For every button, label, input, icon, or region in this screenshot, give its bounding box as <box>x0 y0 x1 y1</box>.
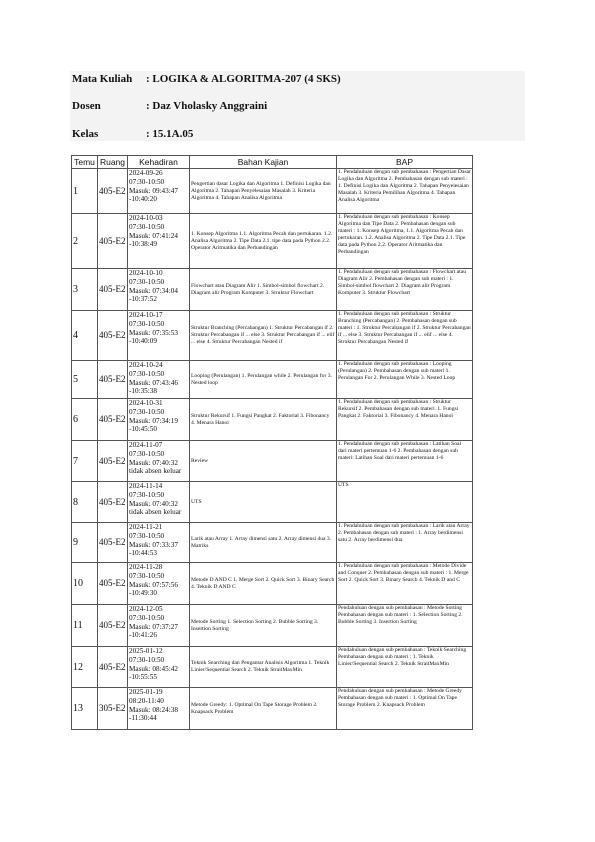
course-value: : LOGIKA & ALGORITMA-207 (4 SKS) <box>146 73 341 85</box>
meeting-number: 2 <box>72 214 98 269</box>
room-cell: 405-E2 <box>98 214 128 269</box>
meeting-number: 6 <box>72 399 98 441</box>
study-material-cell: Struktur Rekursif 1. Fungsi Pangkat 2. Faktorial 3. Fibonancy 4. Menara Hanoi <box>190 399 337 441</box>
class-label: Kelas <box>72 128 99 140</box>
room-cell: 405-E2 <box>98 605 128 647</box>
attendance-checkout: -10:38:49 <box>129 240 157 249</box>
attendance-date: 2024-10-10 <box>129 269 163 277</box>
attendance-cell <box>128 647 190 688</box>
meeting-number: 9 <box>72 523 98 563</box>
meeting-number: 10 <box>72 563 98 605</box>
study-material-cell: Metode D AND C 1. Merge Sort 2. Quick Sort 3. Binary Search 4. Teknik D AND C <box>190 563 337 605</box>
attendance-time: 07:30-10:50 <box>129 369 165 378</box>
study-material-cell: Larik atau Array 1. Array dimensi satu 2. Array dimensi dua 3. Matriks <box>190 523 337 563</box>
attendance-time: 07:30-10:50 <box>129 407 165 416</box>
study-material-cell: Review <box>190 441 337 482</box>
table-row <box>72 523 473 563</box>
bap-cell: 1. Pendahuluan dengan sub pembahasan : Looping (Perulangan) 2. Pembahasan dengan sub materi 1. Perulangan For 2. Perulangan While 3. Nested Loop <box>337 361 473 399</box>
bap-cell: Pendahuluan dengan sub pembahasan : Metode Sorting Pembahasan dengan sub materi : 1. Selection Sorting 2. Bubble Sorting 3. Insertion Sorting <box>337 605 473 647</box>
attendance-date: 2025-01-12 <box>129 647 163 655</box>
attendance-time: 07:30-10:50 <box>129 490 165 499</box>
attendance-cell <box>128 214 190 269</box>
meeting-number: 1 <box>72 169 98 214</box>
room-cell: 405-E2 <box>98 311 128 361</box>
study-material-cell: Teknik Searching dan Pengantar Analisis Algoritma 1. Teknik Linier/Sequential Search 2. Teknik StraitMaxMin <box>190 647 337 688</box>
attendance-cell <box>128 269 190 311</box>
attendance-date: 2024-11-21 <box>129 523 163 531</box>
attendance-checkout: tidak absen keluar <box>129 508 182 517</box>
attendance-time: 07:30-10:50 <box>129 277 165 286</box>
attendance-table <box>71 155 473 730</box>
attendance-checkout: -10:49:30 <box>129 589 157 598</box>
attendance-date: 2024-10-24 <box>129 361 163 369</box>
attendance-cell <box>128 523 190 563</box>
attendance-cell <box>128 399 190 441</box>
lecturer-value: : Daz Vholasky Anggraini <box>146 100 268 112</box>
table-row <box>72 605 473 647</box>
room-cell: 405-E2 <box>98 361 128 399</box>
study-material-cell: Metode Sorting 1. Selection Sorting 2. Bubble Sorting 3. Insertion Sorting <box>190 605 337 647</box>
attendance-cell <box>128 688 190 730</box>
attendance-time: 07:30-10:50 <box>129 571 165 580</box>
attendance-date: 2024-09-26 <box>129 169 163 177</box>
meeting-number: 3 <box>72 269 98 311</box>
meeting-number: 5 <box>72 361 98 399</box>
study-material-cell: Looping (Perulangan) 1. Perulangan while 2. Perulangan for 3. Nested loop <box>190 361 337 399</box>
table-row <box>72 399 473 441</box>
attendance-checkout: -10:55:55 <box>129 673 157 682</box>
attendance-checkin: Masuk: 07:37:27 <box>129 622 178 631</box>
attendance-time: 07:30-10:50 <box>129 531 165 540</box>
attendance-checkin: Masuk: 07:41:24 <box>129 231 178 240</box>
table-row <box>72 311 473 361</box>
attendance-date: 2024-11-07 <box>129 441 163 449</box>
attendance-checkin: Masuk: 08:45:42 <box>129 664 178 673</box>
meeting-number: 11 <box>72 605 98 647</box>
room-cell: 405-E2 <box>98 482 128 523</box>
study-material-cell: Struktur Branching (Percabangan) 1. Struktur Percabangan if 2. Struktur Percabangan if ... else 3. Struktur Percabangan if ... elif ... else 4. Struktur Percabangan Nested if <box>190 311 337 361</box>
attendance-checkin: Masuk: 09:43:47 <box>129 186 178 195</box>
attendance-date: 2024-12-05 <box>129 605 163 613</box>
table-row <box>72 169 473 214</box>
attendance-time: 07:30-10:50 <box>129 222 165 231</box>
attendance-checkout: -10:40:20 <box>129 195 157 204</box>
attendance-cell <box>128 311 190 361</box>
bap-cell: 1. Pendahuluan dengan sub pembahasan : Flowchart atau Diagram Alir 2. Pembahasan dengan sub materi : 1. Simbol-simbol flowchart 2. Diagram alir Program Komputer 3. Struktur Flowchart <box>337 269 473 311</box>
bap-cell: 1. Pendahuluan dengan sub pembahasan : Konsep Algoritma dan Tipe Data 2. Pembahasan dengan sub materi : 1. Konsep Algoritma, 1.1. Algoritma Pecah dan pertukaran. 1.2. Analisa Algoritma 2. Tipe Data 2.1. Tipe data pada Python 2.2. Operator Aritmatika dan Perbandingan <box>337 214 473 269</box>
meeting-number: 13 <box>72 688 98 730</box>
attendance-checkout: -10:41:26 <box>129 631 157 640</box>
class-value: : 15.1A.05 <box>146 128 194 140</box>
table-row <box>72 269 473 311</box>
attendance-checkout: tidak absen keluar <box>129 467 182 476</box>
bap-cell: 1. Pendahuluan dengan sub pembahasan : Larik atau Array 2. Pembahasan dengan sub materi : 1. Array berdimensi satu 2. Array berdimensi dua <box>337 523 473 563</box>
room-cell: 305-E2 <box>98 688 128 730</box>
attendance-date: 2024-10-17 <box>129 311 163 319</box>
attendance-date: 2024-11-14 <box>129 482 163 490</box>
attendance-checkout: -10:35:38 <box>129 387 157 396</box>
table-row <box>72 482 473 523</box>
room-cell: 405-E2 <box>98 523 128 563</box>
attendance-checkout: -11:30:44 <box>129 714 157 723</box>
attendance-cell <box>128 482 190 523</box>
attendance-checkin: Masuk: 07:43:46 <box>129 378 178 387</box>
header-ruang: Ruang <box>98 156 128 169</box>
attendance-checkin: Masuk: 07:35:53 <box>129 328 178 337</box>
attendance-time: 07:30-10:50 <box>129 613 165 622</box>
attendance-checkout: -10:40:09 <box>129 337 157 346</box>
attendance-time: 07:30-10:50 <box>129 319 165 328</box>
bap-cell: 1. Pendahuluan dengan sub pembahasan : Struktur Branching (Percabangan) 2. Pembahasan dengan sub materi : 1. Struktur Percabangan if 2. Struktur Percabangan if ... else 3. Struktur Percabangan if ... elif ... else 4. Struktur Percabangan Nested if <box>337 311 473 361</box>
table-row <box>72 563 473 605</box>
course-info-panel <box>70 71 525 141</box>
attendance-checkin: Masuk: 08:24:38 <box>129 705 178 714</box>
attendance-date: 2024-10-31 <box>129 399 163 407</box>
bap-cell: 1. Pendahuluan dengan sub pembahasan : Metode Divide and Conquer 2. Pembahasan dengan sub materi : 1. Merge Sort 2. Quick Sort 3. Binary Search 4. Teknik D and C <box>337 563 473 605</box>
attendance-checkin: Masuk: 07:40:32 <box>129 458 178 467</box>
table-row <box>72 647 473 688</box>
study-material-cell: UTS <box>190 482 337 523</box>
attendance-cell <box>128 563 190 605</box>
attendance-checkout: -10:37:52 <box>129 295 157 304</box>
header-bahan-kajian: Bahan Kajian <box>190 156 337 169</box>
bap-cell: 1. Pendahuluan dengan sub pembahasan : Struktur Rekursif 2. Pembahasan dengan sub materi. 1. Fungsi Pangkat 2. Faktorial 3. Fibonancy 4. Menara Hanoi <box>337 399 473 441</box>
header-bap: BAP <box>337 156 473 169</box>
header-kehadiran: Kehadiran <box>128 156 190 169</box>
attendance-checkin: Masuk: 07:40:32 <box>129 499 178 508</box>
room-cell: 405-E2 <box>98 399 128 441</box>
table-body <box>72 169 473 730</box>
attendance-cell <box>128 441 190 482</box>
room-cell: 405-E2 <box>98 269 128 311</box>
table-row <box>72 688 473 730</box>
bap-cell: 1. Pendahuluan dengan sub pembahasan : Latihan Soal dari materi pertemuan 1-6 2. Pembahasan dengan sub materi: Latihan Soal dari materi pertemuan 1-6 <box>337 441 473 482</box>
attendance-time: 07:30-10:50 <box>129 449 165 458</box>
course-label: Mata Kuliah <box>72 73 133 85</box>
attendance-checkout: -10:45:50 <box>129 425 157 434</box>
attendance-cell <box>128 361 190 399</box>
attendance-time: 07:30-10:50 <box>129 655 165 664</box>
attendance-date: 2024-11-28 <box>129 563 163 571</box>
bap-cell: Pendahuluan dengan sub pembahasan : Teknik Searching Pembahasan dengan sub materi : 1. Teknik Linier/Sequential Search 2. Teknik StraitMaxMin <box>337 647 473 688</box>
attendance-checkin: Masuk: 07:33:37 <box>129 540 178 549</box>
meeting-number: 8 <box>72 482 98 523</box>
meeting-number: 7 <box>72 441 98 482</box>
bap-cell: UTS <box>337 482 473 523</box>
bap-cell: 1. Pendahuluan dengan sub pembahasan : Pengertian Dasar Logika dan Algoritma 2. Pembahasan dengan sub materi : 1. Definisi Logika dan Algoritma 2. Tahapan Penyelesaian Masalah 3. Kriteria Pemilihan Algoritma 4. Tahapan Analisa Algoritma <box>337 169 473 214</box>
study-material-cell: Flowchart atau Diagram Alir 1. Simbol-simbol flowchart 2. Diagram alir Program Komputer 3. Struktur Flowchart <box>190 269 337 311</box>
attendance-time: 07:30-10:50 <box>129 177 165 186</box>
attendance-checkin: Masuk: 07:57:56 <box>129 580 178 589</box>
attendance-date: 2025-01-19 <box>129 688 163 696</box>
room-cell: 405-E2 <box>98 563 128 605</box>
attendance-cell <box>128 605 190 647</box>
meeting-number: 12 <box>72 647 98 688</box>
header-temu: Temu <box>72 156 98 169</box>
attendance-time: 08:20-11:40 <box>129 696 164 705</box>
attendance-checkin: Masuk: 07:34:19 <box>129 416 178 425</box>
table-header-row <box>72 156 473 169</box>
attendance-date: 2024-10-03 <box>129 214 163 222</box>
attendance-checkout: -10:44:53 <box>129 549 157 558</box>
study-material-cell: 1. Konsep Algoritma 1.1. Algoritma Pecah dan pertukaran. 1.2. Analisa Algoritma 2. Tipe Data 2.1. tipe data pada Python 2.2. Operator Aritmatika dan Perbandingan <box>190 214 337 269</box>
table-row <box>72 214 473 269</box>
attendance-cell <box>128 169 190 214</box>
room-cell: 405-E2 <box>98 647 128 688</box>
study-material-cell: Pengertian dasar Logika dan Algoritma 1. Definisi Logika dan Algoritma 2. Tahapan Penyelesaian Masalah 3. Kriteria Algoritma 4. Tahapan Analisa Algoritma <box>190 169 337 214</box>
bap-cell: Pendahuluan dengan sub pembahasan : Metode Greedy Pembahasan dengan sub materi : 1. Optimal On Tape Storage Problem 2. Knapsack Problem <box>337 688 473 730</box>
study-material-cell: Metode Greedy: 1. Optimal On Tape Storage Problem 2. Knapsack Problem <box>190 688 337 730</box>
lecturer-label: Dosen <box>72 100 101 112</box>
room-cell: 405-E2 <box>98 169 128 214</box>
room-cell: 405-E2 <box>98 441 128 482</box>
table-row <box>72 361 473 399</box>
meeting-number: 4 <box>72 311 98 361</box>
table-row <box>72 441 473 482</box>
attendance-checkin: Masuk: 07:34:04 <box>129 286 178 295</box>
